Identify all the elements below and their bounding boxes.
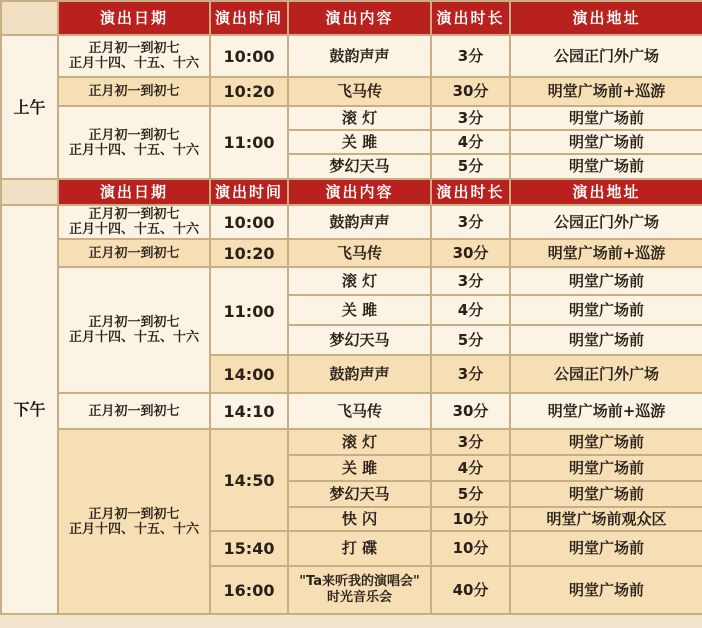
venue-cell: 明堂广场前	[510, 154, 702, 179]
time-cell: 14:50	[210, 429, 288, 531]
venue-cell: 公园正门外广场	[510, 355, 702, 393]
date-line: 正月十四、十五、十六	[68, 56, 199, 71]
table-row	[1, 429, 702, 455]
time-cell: 11:00	[210, 267, 288, 355]
duration-cell: 10分	[431, 531, 510, 566]
date-cell	[58, 35, 210, 77]
table-row	[1, 239, 702, 267]
venue-cell: 明堂广场前+巡游	[510, 239, 702, 267]
date-cell	[58, 205, 210, 239]
date-cell: 正月初一到初七	[58, 77, 210, 106]
date-line: 正月十四、十五、十六	[68, 222, 199, 237]
header-date: 演出日期	[58, 179, 210, 205]
date-cell: 正月初一到初七	[58, 393, 210, 429]
time-cell: 10:20	[210, 77, 288, 106]
program-cell: 滚 灯	[288, 267, 431, 295]
duration-cell: 4分	[431, 130, 510, 154]
duration-cell: 3分	[431, 35, 510, 77]
venue-cell: 公园正门外广场	[510, 205, 702, 239]
program-cell: 关 雎	[288, 130, 431, 154]
duration-cell: 40分	[431, 566, 510, 614]
time-cell: 10:00	[210, 35, 288, 77]
program-cell: 梦幻天马	[288, 325, 431, 355]
duration-cell: 3分	[431, 205, 510, 239]
program-cell: 飞马传	[288, 77, 431, 106]
venue-cell: 明堂广场前+巡游	[510, 393, 702, 429]
header-corner	[1, 1, 58, 35]
program-cell: 鼓韵声声	[288, 35, 431, 77]
program-cell: 快 闪	[288, 507, 431, 531]
header-row-morning	[1, 1, 702, 35]
duration-cell: 3分	[431, 355, 510, 393]
period-label-afternoon: 下午	[1, 205, 58, 614]
time-cell: 14:00	[210, 355, 288, 393]
venue-cell: 明堂广场前	[510, 566, 702, 614]
duration-cell: 10分	[431, 507, 510, 531]
time-cell: 15:40	[210, 531, 288, 566]
duration-cell: 3分	[431, 429, 510, 455]
program-cell	[288, 566, 431, 614]
date-cell	[58, 106, 210, 179]
program-cell: 飞马传	[288, 239, 431, 267]
header-time: 演出时间	[210, 179, 288, 205]
program-cell: 滚 灯	[288, 429, 431, 455]
table-row	[1, 205, 702, 239]
venue-cell: 明堂广场前	[510, 531, 702, 566]
program-cell: 飞马传	[288, 393, 431, 429]
duration-cell: 3分	[431, 267, 510, 295]
program-cell: 关 雎	[288, 295, 431, 325]
table-row	[1, 35, 702, 77]
date-line: 正月十四、十五、十六	[68, 330, 199, 345]
period-label-morning: 上午	[1, 35, 58, 179]
header-program: 演出内容	[288, 179, 431, 205]
date-cell	[58, 429, 210, 614]
date-line: 正月初一到初七	[88, 315, 180, 330]
program-cell: 关 雎	[288, 455, 431, 481]
header-time: 演出时间	[210, 1, 288, 35]
program-cell: 滚 灯	[288, 106, 431, 130]
header-row-afternoon	[1, 179, 702, 205]
venue-cell: 明堂广场前	[510, 130, 702, 154]
duration-cell: 30分	[431, 239, 510, 267]
venue-cell: 明堂广场前观众区	[510, 507, 702, 531]
duration-cell: 30分	[431, 393, 510, 429]
program-cell: 打 碟	[288, 531, 431, 566]
date-cell	[58, 267, 210, 393]
venue-cell: 明堂广场前	[510, 455, 702, 481]
venue-cell: 明堂广场前	[510, 106, 702, 130]
venue-cell: 明堂广场前	[510, 481, 702, 507]
date-line: 正月初一到初七	[88, 506, 180, 522]
date-line: 正月十四、十五、十六	[68, 142, 199, 158]
date-cell: 正月初一到初七	[58, 239, 210, 267]
date-line: 正月初一到初七	[88, 41, 180, 56]
date-line: 正月初一到初七	[88, 127, 180, 143]
time-cell: 16:00	[210, 566, 288, 614]
duration-cell: 4分	[431, 455, 510, 481]
venue-cell: 明堂广场前	[510, 295, 702, 325]
program-line: 时光音乐会	[326, 590, 392, 605]
venue-cell: 公园正门外广场	[510, 35, 702, 77]
venue-cell: 明堂广场前	[510, 429, 702, 455]
header-date: 演出日期	[58, 1, 210, 35]
duration-cell: 5分	[431, 154, 510, 179]
table-row	[1, 106, 702, 130]
time-cell: 10:00	[210, 205, 288, 239]
duration-cell: 5分	[431, 325, 510, 355]
table-row	[1, 393, 702, 429]
duration-cell: 30分	[431, 77, 510, 106]
header-duration: 演出时长	[431, 179, 510, 205]
program-line: "Ta来听我的演唱会"	[299, 574, 420, 589]
duration-cell: 4分	[431, 295, 510, 325]
venue-cell: 明堂广场前	[510, 325, 702, 355]
header-corner	[1, 179, 58, 205]
header-duration: 演出时长	[431, 1, 510, 35]
program-cell: 鼓韵声声	[288, 205, 431, 239]
header-venue: 演出地址	[510, 179, 702, 205]
date-line: 正月初一到初七	[88, 207, 180, 222]
program-cell: 鼓韵声声	[288, 355, 431, 393]
program-cell: 梦幻天马	[288, 154, 431, 179]
time-cell: 10:20	[210, 239, 288, 267]
program-cell: 梦幻天马	[288, 481, 431, 507]
duration-cell: 3分	[431, 106, 510, 130]
header-program: 演出内容	[288, 1, 431, 35]
header-venue: 演出地址	[510, 1, 702, 35]
duration-cell: 5分	[431, 481, 510, 507]
date-line: 正月十四、十五、十六	[68, 521, 199, 537]
venue-cell: 明堂广场前+巡游	[510, 77, 702, 106]
venue-cell: 明堂广场前	[510, 267, 702, 295]
table-row	[1, 267, 702, 295]
table-row	[1, 77, 702, 106]
time-cell: 14:10	[210, 393, 288, 429]
time-cell: 11:00	[210, 106, 288, 179]
